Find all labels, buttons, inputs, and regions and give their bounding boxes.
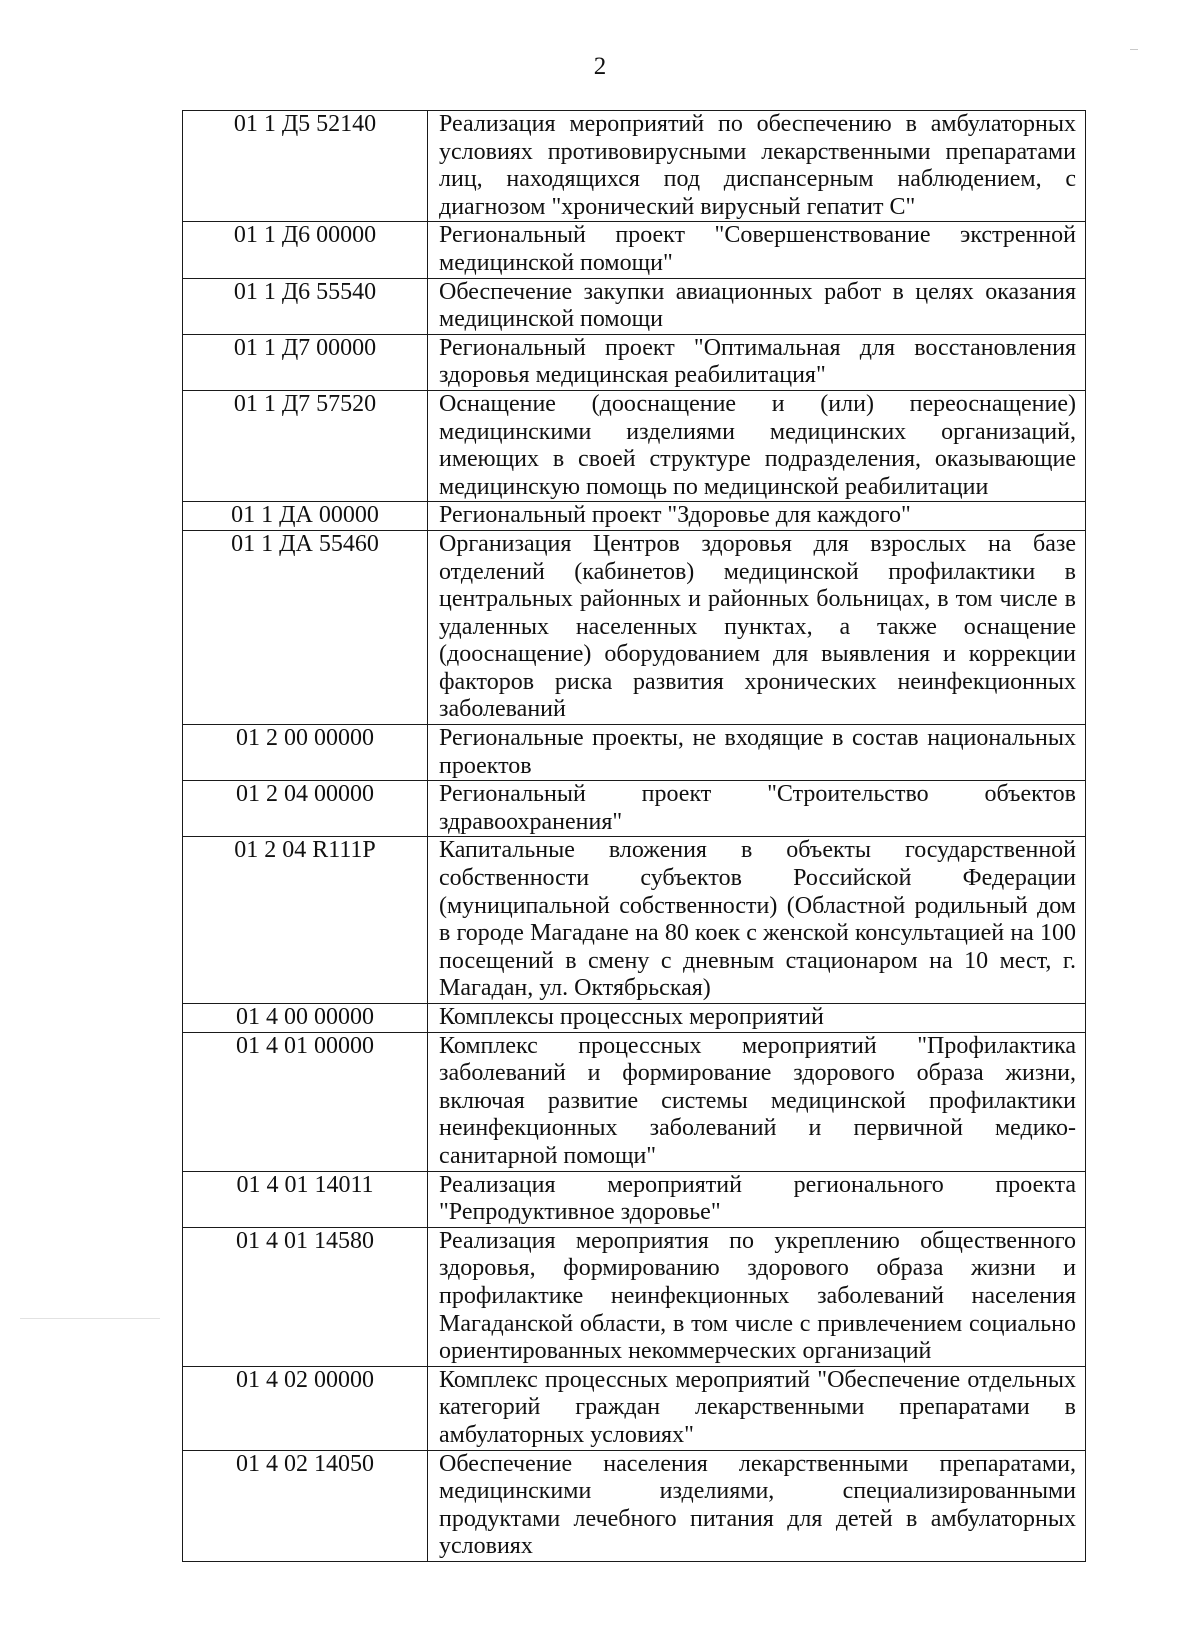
row-name: Реализация мероприятия по укреплению общественного здоровья, формированию здорового образа жизни и профилактике неинфекционных заболеваний населения Магаданской области, в том числе с привлечением социально ориентированных некоммерческих организаций bbox=[428, 1227, 1086, 1366]
row-code: 01 4 01 14011 bbox=[183, 1171, 428, 1227]
table-row bbox=[183, 502, 1086, 531]
table-row bbox=[183, 530, 1086, 724]
row-name: Комплекс процессных мероприятий "Обеспечение отдельных категорий граждан лекарственными препаратами в амбулаторных условиях" bbox=[428, 1366, 1086, 1450]
table-row bbox=[183, 390, 1086, 501]
row-code: 01 4 02 14050 bbox=[183, 1450, 428, 1561]
table-row bbox=[183, 837, 1086, 1004]
row-name: Обеспечение населения лекарственными препаратами, медицинскими изделиями, специализированными продуктами лечебного питания для детей в амбулаторных условиях bbox=[428, 1450, 1086, 1561]
row-code: 01 1 Д6 00000 bbox=[183, 222, 428, 278]
table-row bbox=[183, 1032, 1086, 1171]
row-name: Комплексы процессных мероприятий bbox=[428, 1004, 1086, 1033]
page-number: 2 bbox=[593, 53, 607, 80]
table-body bbox=[183, 111, 1086, 1562]
table-row bbox=[183, 1171, 1086, 1227]
row-name: Организация Центров здоровья для взрослых на базе отделений (кабинетов) медицинской профилактики в центральных районных и районных больницах, в том числе в удаленных населенных пунктах, а также оснащение (дооснащение) оборудованием для выявления и коррекции факторов риска развития хронических неинфекционных заболеваний bbox=[428, 530, 1086, 724]
row-name: Региональный проект "Здоровье для каждого" bbox=[428, 502, 1086, 531]
row-code: 01 4 01 14580 bbox=[183, 1227, 428, 1366]
row-code: 01 1 Д5 52140 bbox=[183, 111, 428, 222]
scan-speck-mark bbox=[1130, 49, 1138, 50]
table-row bbox=[183, 781, 1086, 837]
row-name: Региональный проект "Строительство объектов здравоохранения" bbox=[428, 781, 1086, 837]
table-row bbox=[183, 278, 1086, 334]
row-code: 01 4 01 00000 bbox=[183, 1032, 428, 1171]
table-row bbox=[183, 222, 1086, 278]
row-code: 01 2 04 00000 bbox=[183, 781, 428, 837]
row-code: 01 1 ДА 00000 bbox=[183, 502, 428, 531]
row-name: Капитальные вложения в объекты государственной собственности субъектов Российской Федерации (муниципальной собственности) (Областной родильный дом в городе Магадане на 80 коек с женской консультацией на 100 посещений в смену с дневным стационаром на 10 мест, г. Магадан, ул. Октябрьская) bbox=[428, 837, 1086, 1004]
row-code: 01 4 00 00000 bbox=[183, 1004, 428, 1033]
row-name: Региональный проект "Оптимальная для восстановления здоровья медицинская реабилитация" bbox=[428, 334, 1086, 390]
row-name: Реализация мероприятий регионального проекта "Репродуктивное здоровье" bbox=[428, 1171, 1086, 1227]
table-row bbox=[183, 1450, 1086, 1561]
row-code: 01 4 02 00000 bbox=[183, 1366, 428, 1450]
table-row bbox=[183, 1227, 1086, 1366]
row-code: 01 1 Д7 00000 bbox=[183, 334, 428, 390]
table-row bbox=[183, 725, 1086, 781]
row-name: Реализация мероприятий по обеспечению в амбулаторных условиях противовирусными лекарственными препаратами лиц, находящихся под диспансерным наблюдением, с диагнозом "хронический вирусный гепатит С" bbox=[428, 111, 1086, 222]
table-row bbox=[183, 334, 1086, 390]
row-code: 01 1 ДА 55460 bbox=[183, 530, 428, 724]
classification-table bbox=[182, 110, 1086, 1562]
row-name: Обеспечение закупки авиационных работ в целях оказания медицинской помощи bbox=[428, 278, 1086, 334]
table-row bbox=[183, 1004, 1086, 1033]
row-code: 01 2 04 R111P bbox=[183, 837, 428, 1004]
row-code: 01 1 Д6 55540 bbox=[183, 278, 428, 334]
row-name: Региональные проекты, не входящие в состав национальных проектов bbox=[428, 725, 1086, 781]
row-name: Региональный проект "Совершенствование экстренной медицинской помощи" bbox=[428, 222, 1086, 278]
row-name: Оснащение (дооснащение и (или) переоснащение) медицинскими изделиями медицинских организаций, имеющих в своей структуре подразделения, оказывающие медицинскую помощь по медицинской реабилитации bbox=[428, 390, 1086, 501]
row-code: 01 2 00 00000 bbox=[183, 725, 428, 781]
row-name: Комплекс процессных мероприятий "Профилактика заболеваний и формирование здорового образа жизни, включая развитие системы медицинской профилактики неинфекционных заболеваний и первичной медико-санитарной помощи" bbox=[428, 1032, 1086, 1171]
scan-speck-mark bbox=[20, 1318, 160, 1319]
table-row bbox=[183, 1366, 1086, 1450]
row-code: 01 1 Д7 57520 bbox=[183, 390, 428, 501]
table-row bbox=[183, 111, 1086, 222]
